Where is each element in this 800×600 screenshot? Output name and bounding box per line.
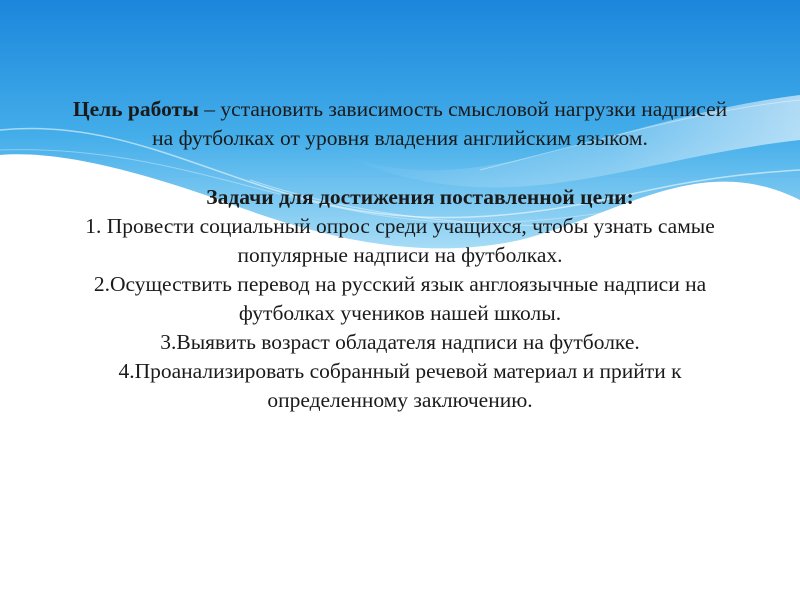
slide-content <box>60 95 740 415</box>
goal-text: – установить зависимость смысловой нагрузки надписей на футболках от уровня владения английским языком. <box>152 97 728 150</box>
task-item-1: 1. Провести социальный опрос среди учащихся, чтобы узнать самые популярные надписи на футболках. <box>85 214 715 267</box>
goal-paragraph <box>60 95 740 153</box>
task-item-4: 4.Проанализировать собранный речевой материал и прийти к определенному заключению. <box>118 359 682 412</box>
task-item-2: 2.Осуществить перевод на русский язык англоязычные надписи на футболках учеников нашей школы. <box>93 272 707 325</box>
goal-label: Цель работы <box>72 97 199 121</box>
task-item-3: 3.Выявить возраст обладателя надписи на футболке. <box>160 330 640 354</box>
tasks-heading: Задачи для достижения поставленной цели: <box>206 185 634 209</box>
